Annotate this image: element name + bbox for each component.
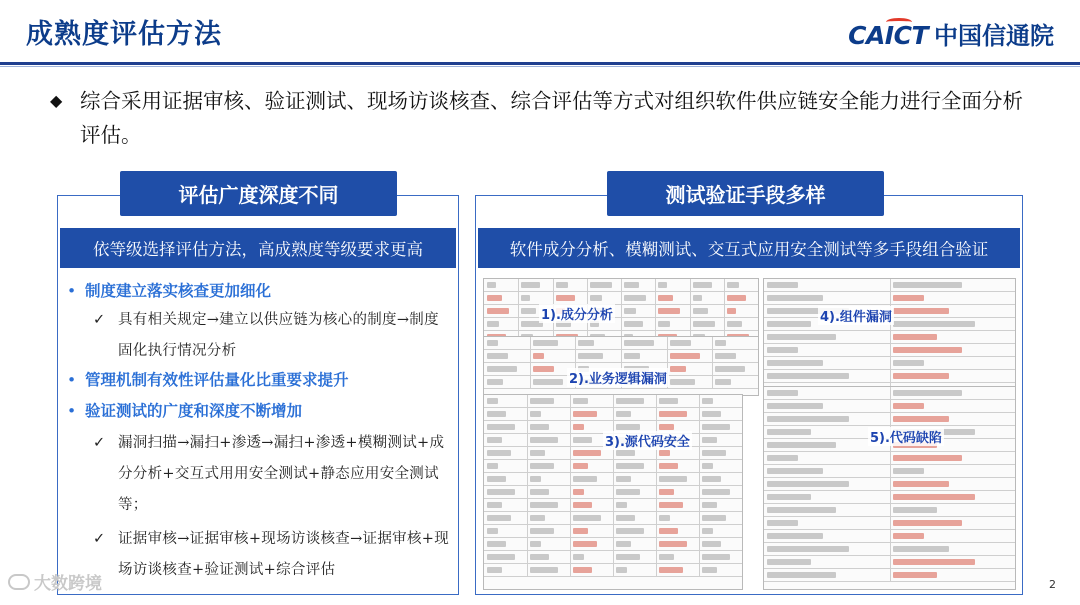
- table-row: [764, 491, 1015, 504]
- table-row: [764, 556, 1015, 569]
- table-row: [764, 530, 1015, 543]
- check-text: 具有相关规定→建立以供应链为核心的制度→制度固化执行情况分析: [118, 312, 439, 359]
- slide-title: 成熟度评估方法: [26, 19, 222, 50]
- table-row: [484, 408, 742, 421]
- table-row: [484, 512, 742, 525]
- check-item: [63, 305, 453, 367]
- table-row: [484, 337, 758, 350]
- checkmark-icon: ✓: [93, 435, 106, 451]
- watermark: [8, 569, 102, 594]
- test-report-images: [481, 276, 1018, 590]
- heading-text: 验证测试的广度和深度不断增加: [85, 402, 303, 420]
- right-panel-subtitle: 软件成分分析、模糊测试、交互式应用安全测试等多手段组合验证: [478, 228, 1020, 268]
- caict-logo: [848, 16, 1054, 51]
- table-row: [484, 305, 758, 318]
- check-item: [63, 524, 453, 586]
- logo-cn: 中国信通院: [934, 22, 1054, 50]
- heading-text: 制度建立落实核查更加细化: [85, 282, 272, 300]
- label-source-code: 3).源代码安全: [603, 431, 692, 450]
- table-row: [484, 486, 742, 499]
- left-panel-tab: 评估广度深度不同: [120, 171, 397, 216]
- table-row: [764, 387, 1015, 400]
- table-row: [764, 543, 1015, 556]
- table-row: [484, 499, 742, 512]
- intro-bullet-text: 综合采用证据审核、验证测试、现场访谈核查、综合评估等方式对组织软件供应链安全能力进行全面分析评估。: [80, 89, 1023, 147]
- check-text: 漏洞扫描→漏扫+渗透→漏扫+渗透+模糊测试+成分分析+交互式用用安全测试+静态应用安全测试等；: [118, 435, 445, 513]
- label-component-vuln: 4).组件漏洞: [818, 306, 894, 325]
- label-component-analysis: 1).成分分析: [539, 304, 615, 323]
- table-row: [764, 478, 1015, 491]
- table-row: [484, 395, 742, 408]
- table-row: [764, 357, 1015, 370]
- label-logic-vuln: 2).业务逻辑漏洞: [567, 368, 669, 387]
- table-row: [764, 504, 1015, 517]
- logic-vuln-table-image: [483, 336, 759, 396]
- table-row: [484, 551, 742, 564]
- heading-item: [63, 367, 453, 394]
- table-row: [484, 525, 742, 538]
- table-row: [484, 350, 758, 363]
- source-code-table-image: [483, 394, 743, 590]
- header-divider: [0, 62, 1080, 65]
- table-row: [484, 473, 742, 486]
- table-row: [764, 452, 1015, 465]
- checkmark-icon: ✓: [93, 312, 106, 328]
- table-row: [764, 400, 1015, 413]
- check-item: [63, 428, 453, 521]
- checkmark-icon: ✓: [93, 531, 106, 547]
- heading-item: [63, 278, 453, 305]
- table-row: [764, 279, 1015, 292]
- table-row: [484, 460, 742, 473]
- heading-text: 管理机制有效性评估量化比重要求提升: [85, 371, 349, 389]
- right-panel-tab: 测试验证手段多样: [607, 171, 884, 216]
- left-panel-content: [63, 276, 453, 586]
- component-vuln-report-image: [763, 278, 1016, 398]
- label-code-defect: 5).代码缺陷: [868, 427, 944, 446]
- table-row: [764, 517, 1015, 530]
- intro-bullet: [50, 84, 1040, 152]
- table-row: [484, 318, 758, 331]
- diamond-bullet-icon: ◆: [50, 91, 63, 110]
- header-divider-thin: [0, 66, 1080, 67]
- table-row: [764, 292, 1015, 305]
- table-row: [484, 564, 742, 577]
- left-panel-subtitle: 依等级选择评估方法，高成熟度等级要求更高: [60, 228, 456, 268]
- code-defect-report-image: [763, 386, 1016, 590]
- heading-item: [63, 398, 453, 425]
- table-row: [484, 538, 742, 551]
- table-row: [764, 413, 1015, 426]
- table-row: [764, 569, 1015, 582]
- table-row: [484, 279, 758, 292]
- table-row: [764, 344, 1015, 357]
- watermark-icon: [8, 574, 30, 590]
- check-text: 证据审核→证据审核+现场访谈核查→证据审核+现场访谈核查+验证测试+综合评估: [118, 531, 449, 578]
- table-row: [764, 370, 1015, 383]
- table-row: [764, 331, 1015, 344]
- watermark-text: 大数跨境: [34, 574, 102, 594]
- logo-en: CAICT: [848, 21, 928, 50]
- table-row: [484, 292, 758, 305]
- page-number: 2: [1049, 578, 1056, 591]
- table-row: [764, 465, 1015, 478]
